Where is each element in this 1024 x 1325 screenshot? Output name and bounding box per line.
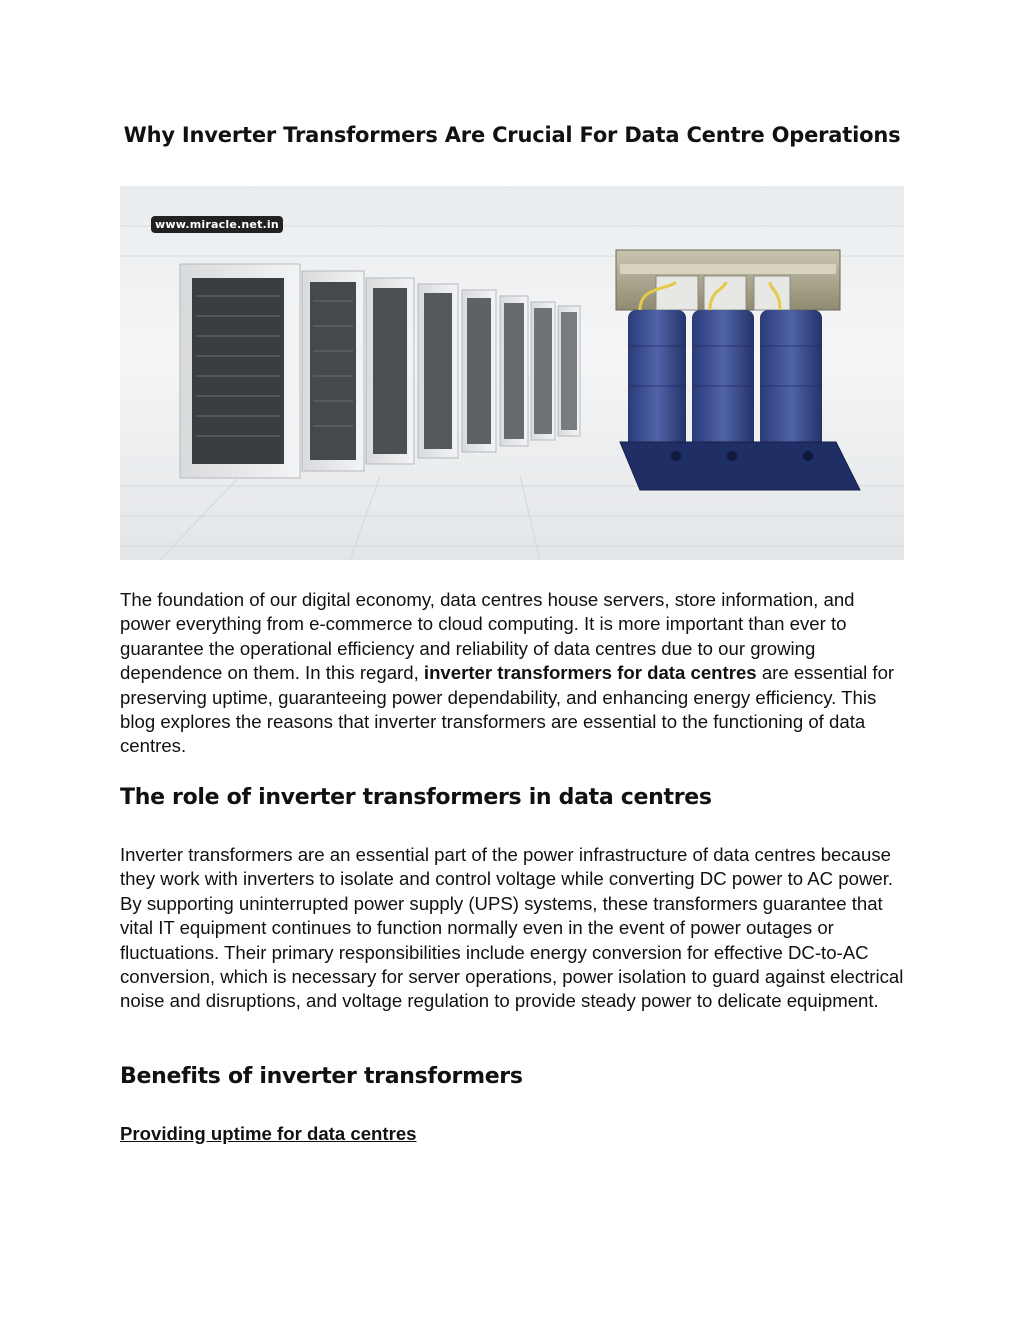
section-heading-role: The role of inverter transformers in data centres [120,785,712,810]
intro-bold-keyword: inverter transformers for data centres [423,662,757,684]
intro-paragraph [120,588,910,759]
image-watermark: www.miracle.net.in [151,216,283,233]
subheading-uptime: Providing uptime for data centres [120,1123,417,1144]
data-centre-transformer-illustration [120,186,904,560]
section-role-paragraph: Inverter transformers are an essential part of the power infrastructure of data centres because they work with inverters to isolate and control voltage while converting DC power to AC power. By supporting uninterrupted power supply (UPS) systems, these transformers guarantee that vital IT equipment continues to function normally even in the event of power outages or fluctuations. Their primary responsibilities include energy conversion for effective DC-to-AC conversion, which is necessary for server operations, power isolation to guard against electrical noise and disruptions, and voltage regulation to provide steady power to delicate equipment. [120,844,904,1012]
hero-image [120,186,904,560]
section-heading-benefits: Benefits of inverter transformers [120,1064,523,1089]
intro-text-end: are essential for preserving uptime, guaranteeing power dependability, and enhancing energy efficiency. This blog explores the reasons that inverter transformers are essential to the functioning of data centres. [120,662,895,757]
document-title: Why Inverter Transformers Are Crucial For Data Centre Operations [123,123,901,147]
intro-text-start: The foundation of our digital economy, data centres house servers, store information, and power everything from e-commerce to cloud computing. It is more important than ever to guarantee the operational efficiency and reliability of data centres due to our growing dependence on them. In this regard, [120,589,855,684]
